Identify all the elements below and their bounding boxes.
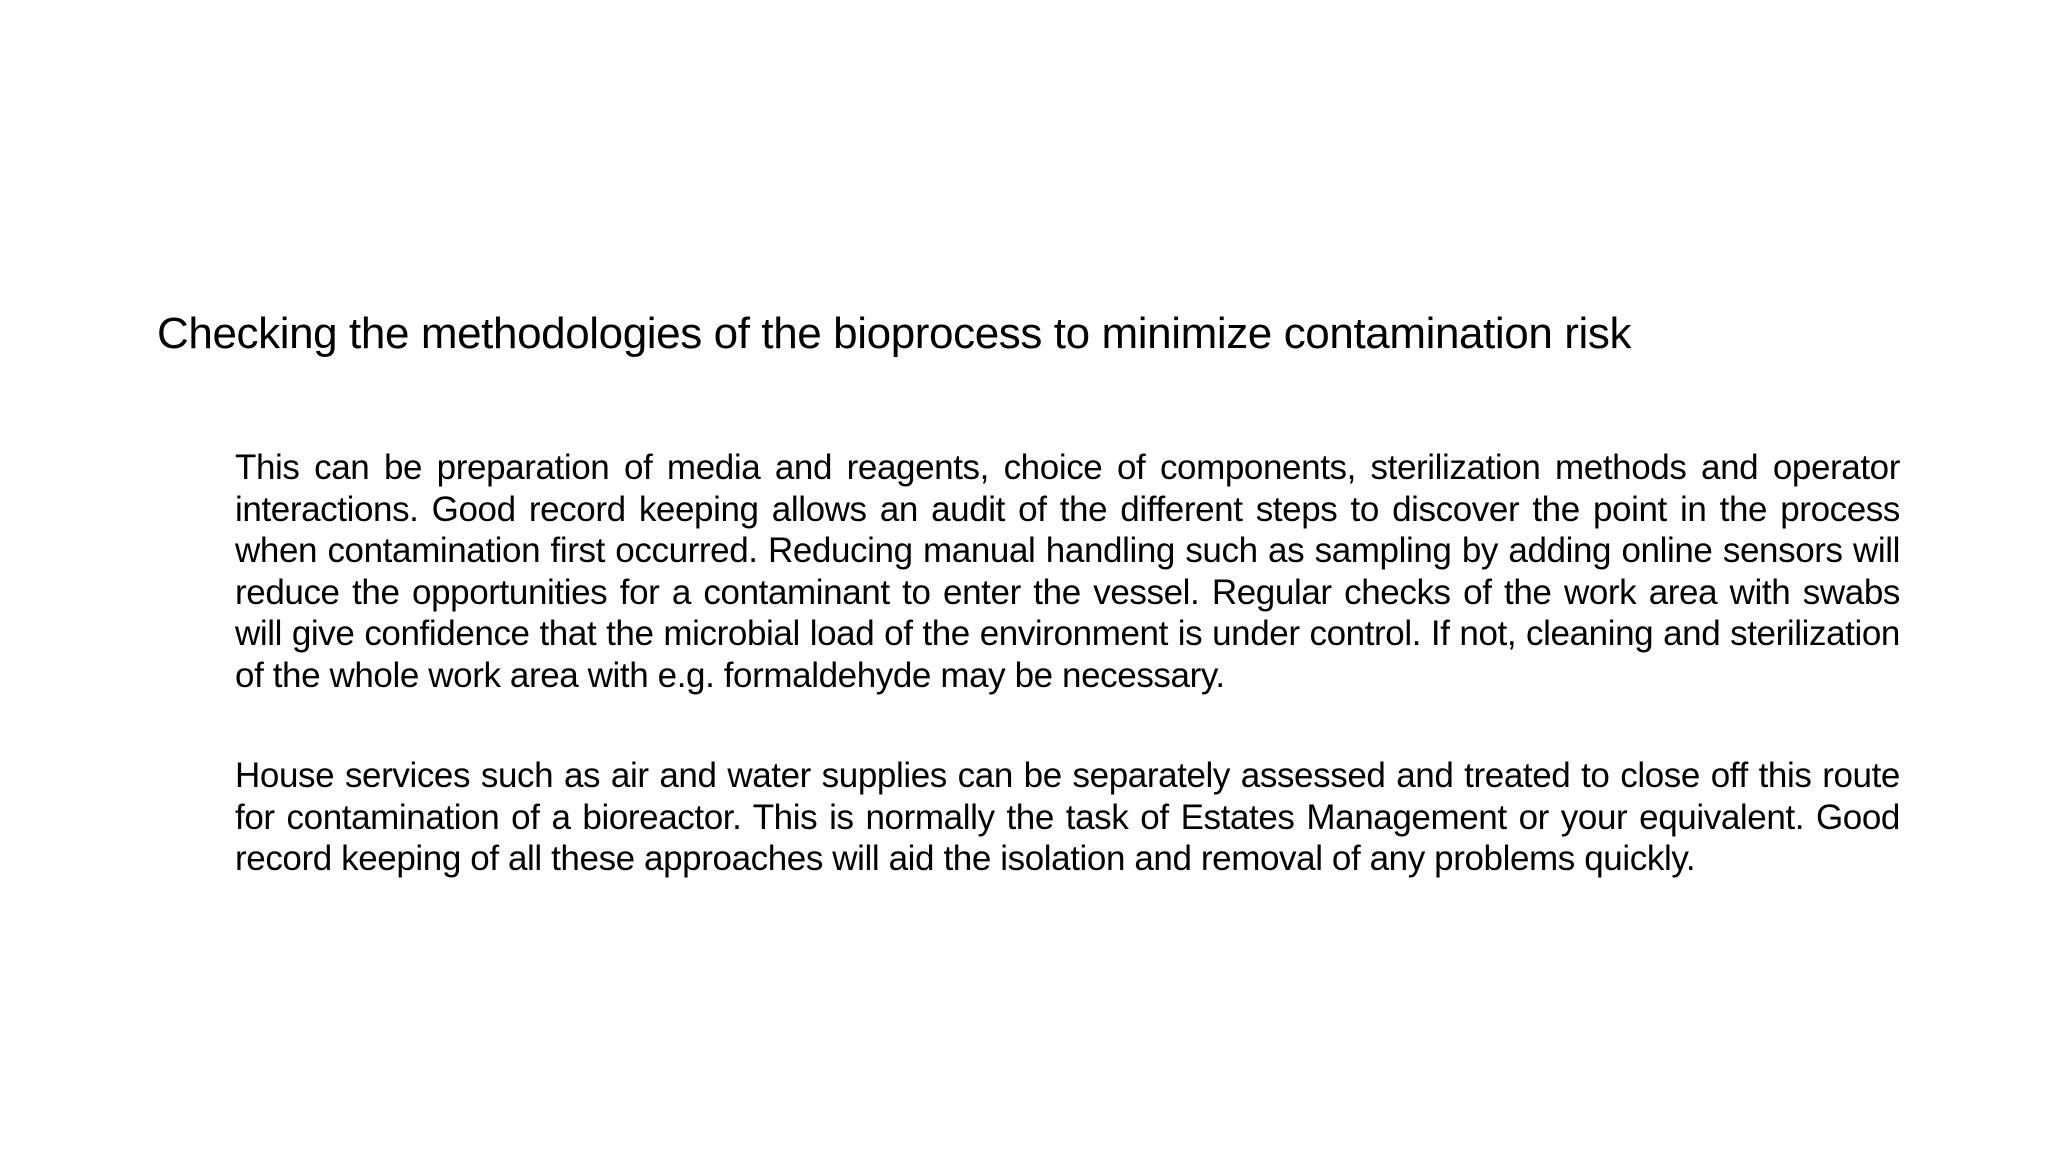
body-paragraph-1: This can be preparation of media and reagents, choice of components, sterilization methods and operator interactions. Good record keeping allows an audit of the different steps to discover the point in the process when contamination first occurred. Reducing manual handling such as sampling by adding online sensors will reduce the opportunities for a contaminant to enter the vessel. Regular checks of the work area with swabs will give confidence that the microbial load of the environment is under control. If not, cleaning and sterilization of the whole work area with e.g. formaldehyde may be necessary. <box>235 448 1900 695</box>
slide-title: Checking the methodologies of the bioprocess to minimize contamination risk <box>157 309 1632 358</box>
body-paragraph-2: House services such as air and water supplies can be separately assessed and treated to close off this route for contamination of a bioreactor. This is normally the task of Estates Management or your equivalent. Good record keeping of all these approaches will aid the isolation and removal of any problems quickly. <box>235 756 1900 878</box>
slide-body <box>235 447 1900 880</box>
